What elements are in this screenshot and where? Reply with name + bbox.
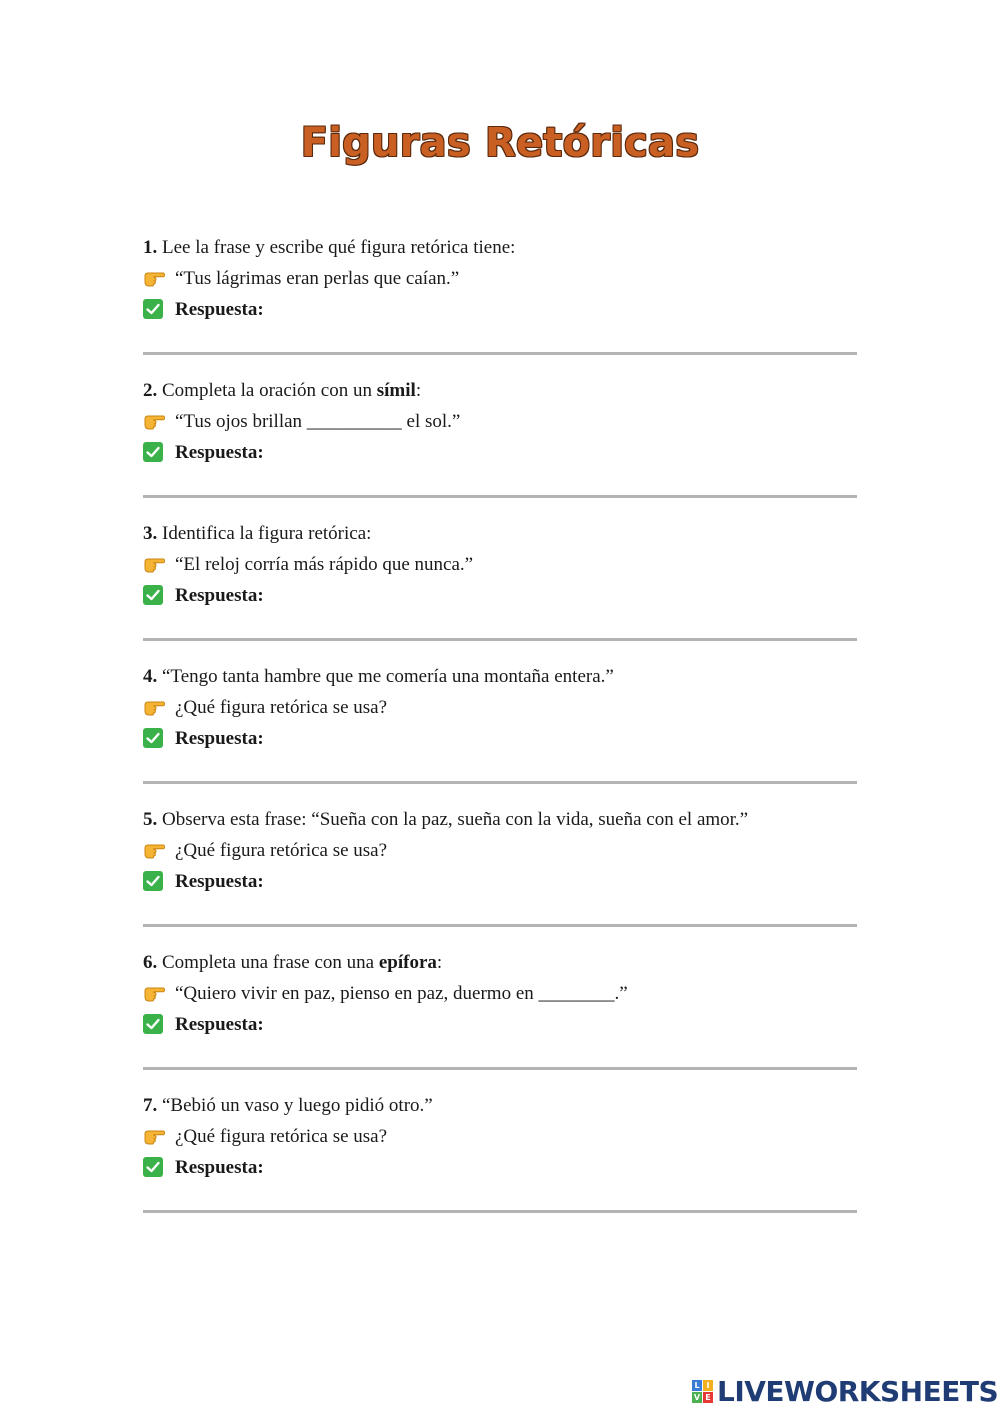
liveworksheets-logo bbox=[692, 1374, 998, 1408]
prompt-bold-term: epífora bbox=[378, 952, 437, 973]
logo-letter: V bbox=[693, 1392, 701, 1402]
question-number: 4. bbox=[143, 666, 158, 687]
pointing-hand-icon bbox=[143, 696, 165, 716]
logo-letter: E bbox=[703, 1392, 713, 1403]
worksheet-title: Figuras Retóricas bbox=[300, 120, 700, 166]
question-prompt bbox=[143, 232, 857, 263]
question-sentence bbox=[143, 406, 857, 437]
question-number: 1. bbox=[143, 237, 158, 258]
answer-row bbox=[143, 1009, 857, 1040]
prompt-text: Observa esta frase: “Sueña con la paz, sueña con la vida, sueña con el amor.” bbox=[157, 809, 749, 830]
answer-label: Respuesta: bbox=[175, 585, 264, 606]
prompt-text-end: : bbox=[415, 380, 422, 401]
question-sentence bbox=[143, 692, 857, 723]
sentence-text: ¿Qué figura retórica se usa? bbox=[175, 840, 388, 861]
answer-label: Respuesta: bbox=[175, 442, 264, 463]
sentence-text: “Quiero vivir en paz, pienso en paz, duermo en ________.” bbox=[175, 983, 628, 1004]
prompt-text: “Bebió un vaso y luego pidió otro.” bbox=[157, 1095, 433, 1116]
answer-label: Respuesta: bbox=[175, 1014, 264, 1035]
question-number: 6. bbox=[143, 952, 158, 973]
divider-line bbox=[143, 638, 857, 641]
question-sentence bbox=[143, 549, 857, 580]
divider-line bbox=[143, 924, 857, 927]
answer-label: Respuesta: bbox=[175, 1157, 264, 1178]
question-prompt bbox=[143, 375, 857, 406]
question-prompt bbox=[143, 518, 857, 549]
pointing-hand-icon bbox=[143, 982, 165, 1002]
check-mark-icon bbox=[143, 1014, 163, 1034]
question-sentence bbox=[143, 978, 857, 1009]
logo-text: LIVEWORKSHEETS bbox=[717, 1374, 999, 1408]
logo-letter: L bbox=[692, 1380, 702, 1391]
answer-row bbox=[143, 1152, 857, 1183]
question-number: 2. bbox=[143, 380, 158, 401]
question-number: 3. bbox=[143, 523, 158, 544]
check-mark-icon bbox=[143, 442, 163, 462]
question-sentence bbox=[143, 263, 857, 294]
question-sentence bbox=[143, 835, 857, 866]
question-sentence bbox=[143, 1121, 857, 1152]
answer-row bbox=[143, 294, 857, 325]
question-7 bbox=[143, 1090, 857, 1233]
question-number: 7. bbox=[143, 1095, 158, 1116]
pointing-hand-icon bbox=[143, 267, 165, 287]
question-list bbox=[143, 232, 857, 1233]
check-mark-icon bbox=[143, 1157, 163, 1177]
sentence-text: “El reloj corría más rápido que nunca.” bbox=[175, 554, 474, 575]
sentence-text: “Tus lágrimas eran perlas que caían.” bbox=[175, 268, 460, 289]
prompt-text: “Tengo tanta hambre que me comería una montaña entera.” bbox=[157, 666, 614, 687]
question-5 bbox=[143, 804, 857, 947]
divider-line bbox=[143, 781, 857, 784]
pointing-hand-icon bbox=[143, 553, 165, 573]
prompt-text: Identifica la figura retórica: bbox=[157, 523, 372, 544]
answer-label: Respuesta: bbox=[175, 299, 264, 320]
question-4 bbox=[143, 661, 857, 804]
check-mark-icon bbox=[143, 299, 163, 319]
answer-row bbox=[143, 580, 857, 611]
question-6 bbox=[143, 947, 857, 1090]
logo-letter: I bbox=[703, 1380, 713, 1391]
logo-mark-icon bbox=[692, 1380, 713, 1403]
divider-line bbox=[143, 352, 857, 355]
question-prompt bbox=[143, 661, 857, 692]
question-prompt bbox=[143, 947, 857, 978]
pointing-hand-icon bbox=[143, 1125, 165, 1145]
sentence-text: ¿Qué figura retórica se usa? bbox=[175, 697, 388, 718]
question-1 bbox=[143, 232, 857, 375]
prompt-text-end: : bbox=[436, 952, 443, 973]
question-3 bbox=[143, 518, 857, 661]
prompt-text: Completa una frase con una bbox=[157, 952, 379, 973]
prompt-text: Completa la oración con un bbox=[157, 380, 377, 401]
answer-row bbox=[143, 437, 857, 468]
prompt-text: Lee la frase y escribe qué figura retórica tiene: bbox=[157, 237, 516, 258]
divider-line bbox=[143, 495, 857, 498]
check-mark-icon bbox=[143, 728, 163, 748]
check-mark-icon bbox=[143, 871, 163, 891]
divider-line bbox=[143, 1067, 857, 1070]
divider-line bbox=[143, 1210, 857, 1213]
answer-label: Respuesta: bbox=[175, 728, 264, 749]
answer-row bbox=[143, 723, 857, 754]
answer-row bbox=[143, 866, 857, 897]
question-2 bbox=[143, 375, 857, 518]
answer-label: Respuesta: bbox=[175, 871, 264, 892]
question-prompt bbox=[143, 1090, 857, 1121]
question-prompt bbox=[143, 804, 857, 835]
prompt-bold-term: símil bbox=[376, 380, 416, 401]
question-number: 5. bbox=[143, 809, 158, 830]
sentence-text: ¿Qué figura retórica se usa? bbox=[175, 1126, 388, 1147]
pointing-hand-icon bbox=[143, 839, 165, 859]
check-mark-icon bbox=[143, 585, 163, 605]
sentence-text: “Tus ojos brillan __________ el sol.” bbox=[175, 411, 461, 432]
pointing-hand-icon bbox=[143, 410, 165, 430]
